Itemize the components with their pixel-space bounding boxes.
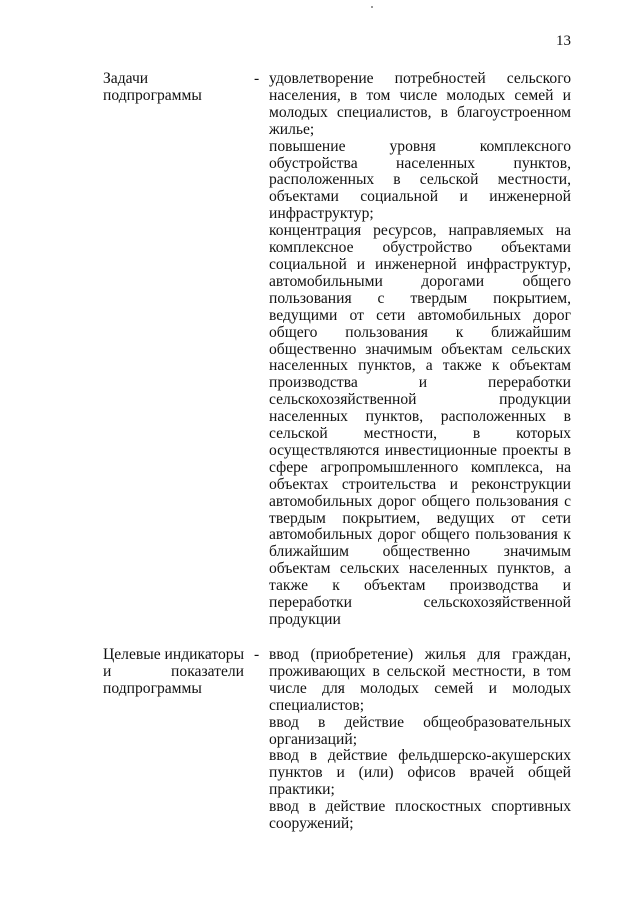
paragraph: ввод (приобретение) жилья для граждан, проживающих в сельской местности, в том числе для молодых семей и молодых специалистов; (269, 646, 571, 714)
label-line: подпрограммы (103, 86, 202, 104)
paragraph: ввод в действие общеобразовательных организаций; (269, 713, 571, 748)
label-line: Целевые индикаторы (103, 646, 245, 663)
label-line: и показатели (103, 662, 244, 680)
page-number: 13 (556, 33, 571, 49)
section-body (269, 71, 571, 629)
label-line: подпрограммы (103, 679, 202, 697)
paragraph: ввод в действие фельдшерско-акушерских пунктов и (или) офисов врачей общей практики; (269, 747, 571, 799)
scan-mark (371, 6, 373, 8)
paragraph: повышение уровня комплексного обустройства населенных пунктов, расположенных в сельской местности, объектами социальной и инженерной инфраструктур; (269, 137, 571, 223)
label-line: Задачи (103, 70, 149, 87)
paragraph: ввод в действие плоскостных спортивных сооружений; (269, 798, 571, 833)
paragraph: удовлетворение потребностей сельского населения, в том числе молодых семей и молодых специалистов, в благоустроенном жилье; (269, 70, 571, 138)
section-label (103, 71, 246, 105)
section-label (103, 647, 246, 698)
dash-separator: - (254, 70, 260, 87)
section-body (269, 647, 571, 833)
paragraph: концентрация ресурсов, направляемых на комплексное обустройство объектами социальной и инженерной инфраструктур, автомобильными дорогами общего пользования с твердым покрытием, ведущими от сети автомобильных дорог общего пользования к ближайшим общественно значимым объектам сельских населенных пунктов, а также к объектам производства и переработки сельскохозяйственной продукции населенных пунктов, расположенных в сельской местности, в которых осуществляются инвестиционные проекты в сфере агропромышленного комплекса, на объектах строительства и реконструкции автомобильных дорог общего пользования с твердым покрытием, ведущих от сети автомобильных дорог общего пользования к ближайшим общественно значимым объектам сельских населенных пунктов, а также к объектам производства и переработки сельскохозяйственной продукции (269, 222, 571, 628)
dash-separator: - (254, 646, 260, 663)
